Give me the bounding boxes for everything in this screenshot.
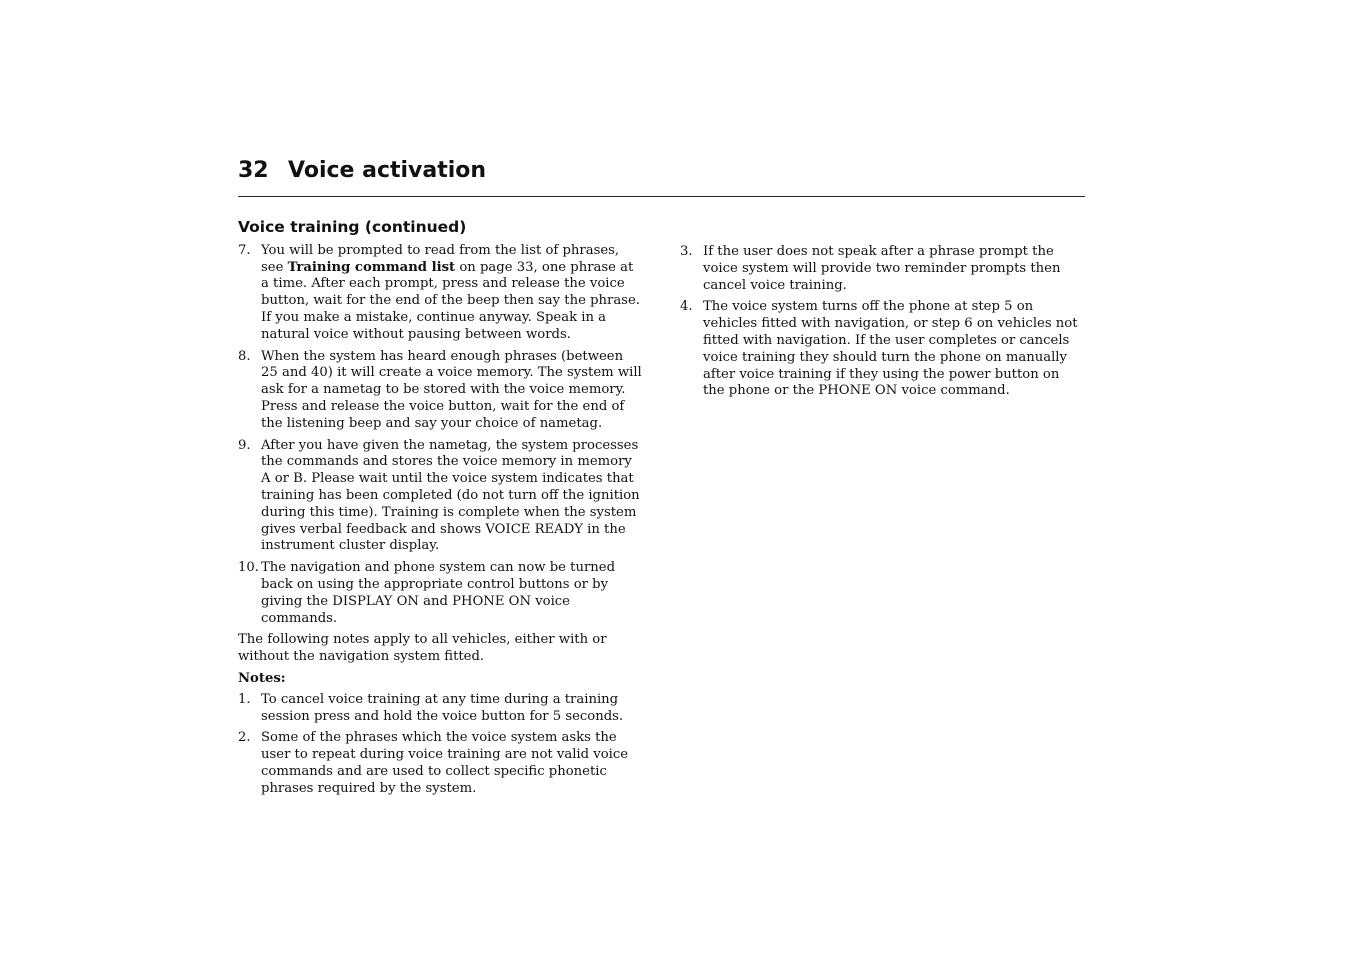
item-number: 10. xyxy=(238,560,259,576)
page-title: Voice activation xyxy=(288,158,487,183)
list-item xyxy=(238,560,642,627)
item-text-pre: You will be prompted to read from the list of phrases, see xyxy=(261,242,620,275)
note-item xyxy=(680,299,1085,400)
note-item xyxy=(238,692,642,726)
page-number: 32 xyxy=(238,158,269,183)
item-text-post: on page 33, one phrase at a time. After each prompt, press and release the voice button, wait for the end of the beep then say the phrase. If you make a mistake, continue anyway. Speak in a natural voice without pausing between words. xyxy=(261,259,640,342)
item-text: The navigation and phone system can now be turned back on using the appropriate control buttons or by giving the DISPLAY ON and PHONE ON voice commands. xyxy=(261,560,616,626)
note-number: 3. xyxy=(680,244,693,259)
list-item xyxy=(238,243,642,344)
note-number: 2. xyxy=(238,730,251,746)
right-column xyxy=(680,244,1085,405)
note-text: To cancel voice training at any time during a training session press and hold the voice button for 5 seconds. xyxy=(261,691,624,724)
item-number: 7. xyxy=(238,242,251,258)
training-command-list-link: Training command list xyxy=(287,259,456,275)
page-header xyxy=(238,158,1085,197)
note-item xyxy=(238,730,642,797)
notes-heading: Notes: xyxy=(238,670,286,686)
item-number: 9. xyxy=(238,437,251,453)
left-column xyxy=(238,216,642,803)
intro-paragraph: The following notes apply to all vehicles, either with or without the navigation system fitted. xyxy=(238,632,607,665)
note-text: Some of the phrases which the voice system asks the user to repeat during voice training are not valid voice commands and are used to collect specific phonetic phrases required by the system. xyxy=(261,730,629,796)
item-text: When the system has heard enough phrases (between 25 and 40) it will create a voice memory. The system will ask for a nametag to be stored with the voice memory. Press and release the voice button, wait for the end of the listening beep and say your choice of nametag. xyxy=(261,348,642,431)
item-number: 8. xyxy=(238,348,251,364)
note-number: 4. xyxy=(680,299,693,315)
note-number: 1. xyxy=(238,691,251,707)
note-text: If the user does not speak after a phrase prompt the voice system will provide two reminder prompts then cancel voice training. xyxy=(703,244,1061,293)
section-title: Voice training (continued) xyxy=(238,218,467,236)
list-item xyxy=(238,349,642,433)
item-text: After you have given the nametag, the system processes the commands and stores the voice memory in memory A or B. Please wait until the voice system indicates that training has been completed (do not turn off the ignition during this time). Training is complete when the system gives verbal feedback and shows VOICE READY in the instrument cluster display. xyxy=(261,437,640,554)
note-item xyxy=(680,244,1085,294)
list-item xyxy=(238,438,642,556)
item-text xyxy=(261,243,642,344)
note-text: The voice system turns off the phone at step 5 on vehicles fitted with navigation, or step 6 on vehicles not fitted with navigation. If the user completes or cancels voice training they should turn the phone on manually after voice training if they using the power button on the phone or the PHONE ON voice command. xyxy=(703,299,1078,399)
